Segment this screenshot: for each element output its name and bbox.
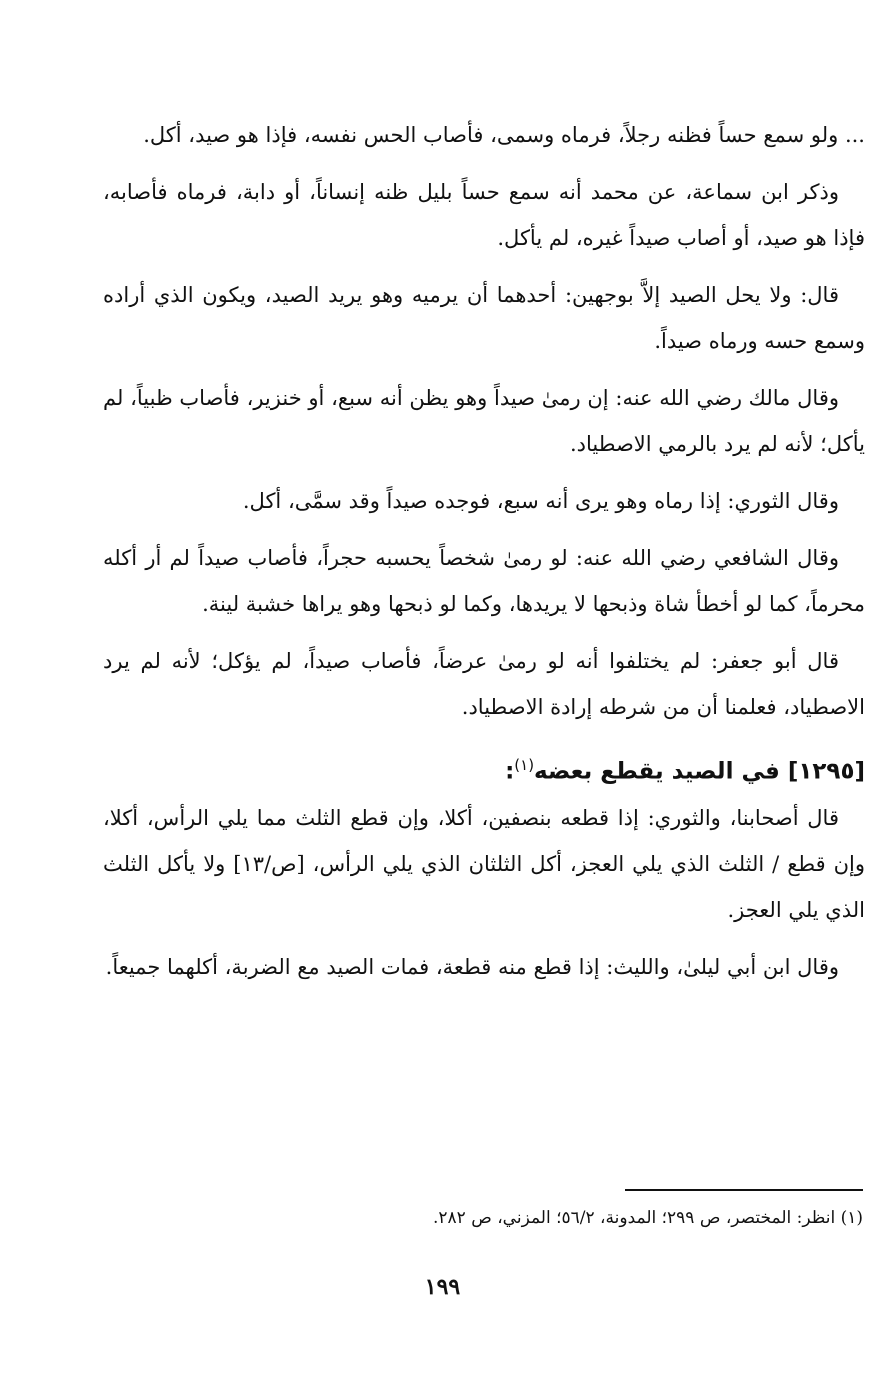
section-heading [103, 742, 865, 795]
paragraph-4: وقال مالك رضي الله عنه: إن رمىٰ صيداً وهو يظن أنه سبع، أو خنزير، فأصاب ظبياً، لم يأكل؛ لأنه لم يرد بالرمي الاصطياد. [103, 386, 865, 456]
footnote-separator [625, 1189, 863, 1191]
paragraph-7: قال أبو جعفر: لم يختلفوا أنه لو رمىٰ عرضاً، فأصاب صيداً، لم يؤكل؛ لأنه لم يرد الاصطياد، فعلمنا أن من شرطه إرادة الاصطياد. [103, 649, 865, 719]
paragraph-3: قال: ولا يحل الصيد إلاَّ بوجهين: أحدهما أن يرميه وهو يريد الصيد، ويكون الذي أراده وسمع حسه ورماه صيداً. [103, 283, 865, 353]
paragraph-8: قال أصحابنا، والثوري: إذا قطعه بنصفين، أكلا، وإن قطع الثلث مما يلي الرأس، أكلا، وإن قطع / الثلث الذي يلي العجز، أكل الثلثان الذي يلي الرأس، [ص/١٣] ولا يأكل الثلث الذي يلي العجز. [103, 805, 866, 922]
paragraph-9: وقال ابن أبي ليلىٰ، والليث: إذا قطع منه قطعة، فمات الصيد مع الضربة، أكلهما جميعاً. [105, 954, 839, 979]
paragraph-6: وقال الشافعي رضي الله عنه: لو رمىٰ شخصاً يحسبه حجراً، فأصاب صيداً لم أر أكله محرماً، كما لو أخطأ شاة وذبحها لا يريدها، وكما لو ذبحها وهو يراها خشبة لينة. [103, 546, 865, 616]
footnote-text: (١) انظر: المختصر، ص ٢٩٩؛ المدونة، ٥٦/٢؛ المزني، ص ٢٨٢. [433, 1208, 863, 1228]
section-title: في الصيد يقطع بعضه [534, 758, 780, 785]
page-body [103, 112, 865, 1001]
paragraph-2: وذكر ابن سماعة، عن محمد أنه سمع حساً بليل ظنه إنساناً، أو دابة، فرماه فأصابه، فإذا هو صيد، أو أصاب صيداً غيره، لم يأكل. [103, 180, 865, 250]
page-number: ١٩٩ [424, 1274, 461, 1300]
paragraph-5: وقال الثوري: إذا رماه وهو يرى أنه سبع، فوجده صيداً وقد سمَّى، أكل. [242, 489, 839, 513]
paragraph-1: ... ولو سمع حساً فظنه رجلاً، فرماه وسمى، فأصاب الحس نفسه، فإذا هو صيد، أكل. [143, 123, 865, 147]
section-number: [١٢٩٥] [787, 758, 865, 785]
heading-colon: : [505, 758, 515, 785]
footnote-reference[interactable]: (١) [514, 756, 535, 774]
